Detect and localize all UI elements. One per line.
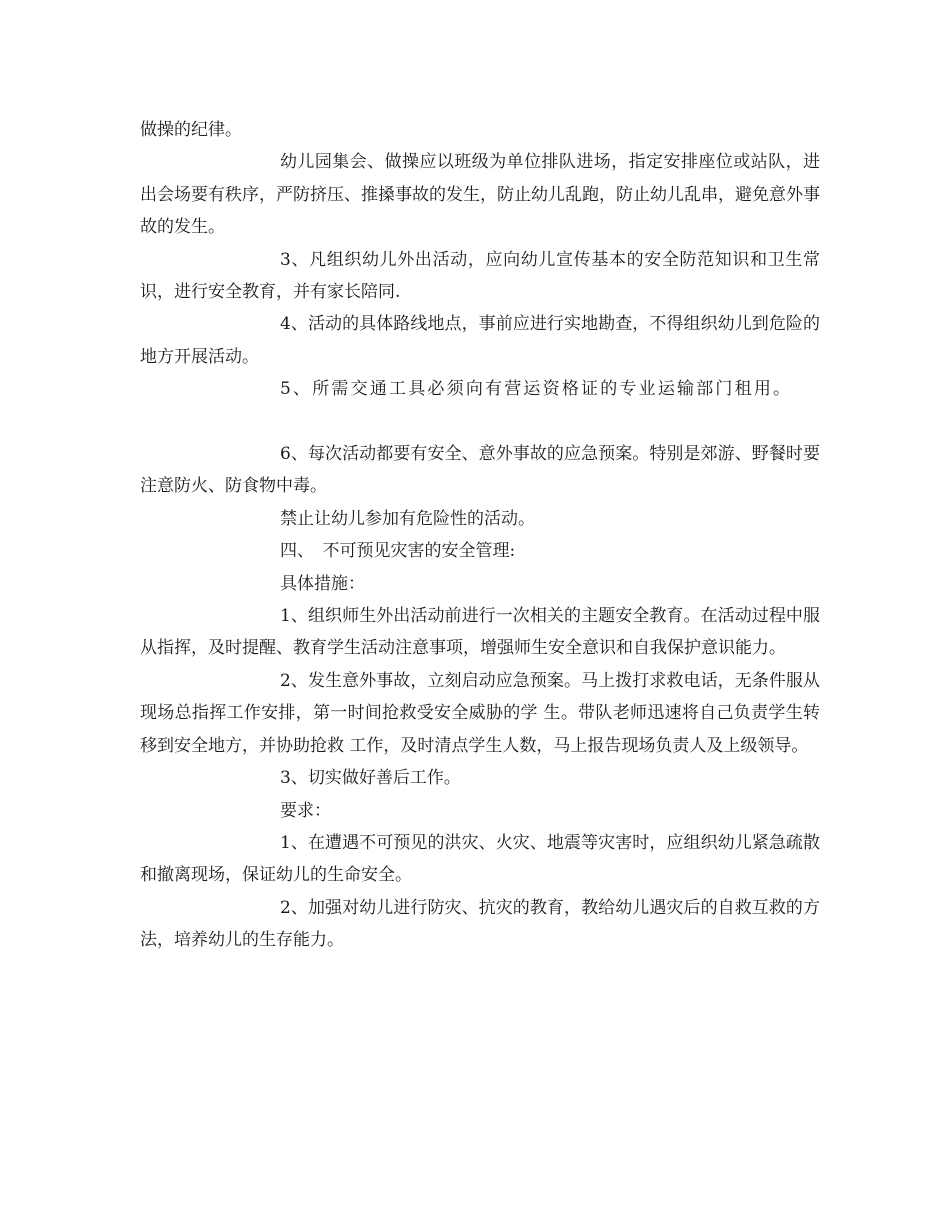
blank-line [140, 406, 820, 438]
paragraph-8: 1、组织师生外出活动前进行一次相关的主题安全教育。在活动过程中服从指挥，及时提醒、教育学生活动注意事项，增强师生安全意识和自我保护意识能力。 [140, 606, 820, 659]
paragraph-4: 4、活动的具体路线地点，事前应进行实地勘查，不得组织幼儿到危险的地方开展活动。 [140, 314, 820, 367]
paragraph-6: 6、每次活动都要有安全、意外事故的应急预案。特别是郊游、野餐时要注意防火、防食物中毒。 [140, 444, 820, 497]
paragraph-7: 禁止让幼儿参加有危险性的活动。 [280, 508, 535, 529]
subheading-measures: 具体措施： [280, 573, 365, 594]
paragraph-1: 做操的纪律。 [140, 120, 242, 140]
section-heading: 四、 不可预见灾害的安全管理: [280, 541, 516, 562]
document-body [140, 114, 820, 957]
paragraph-9: 2、发生意外事故，立刻启动应急预案。马上拨打求救电话，无条件服从现场总指挥工作安排，第一时间抢救受安全威胁的学 生。带队老师迅速将自己负责学生转移到安全地方，并协助抢救 工作，及时清点学生人数，马上报告现场负责人及上级领导。 [140, 670, 820, 756]
paragraph-3: 3、凡组织幼儿外出活动，应向幼儿宣传基本的安全防范知识和卫生常识，进行安全教育，并有家长陪同. [140, 249, 820, 303]
paragraph-12: 2、加强对幼儿进行防灾、抗灾的教育，教给幼儿遇灾后的自救互救的方法，培养幼儿的生存能力。 [140, 897, 820, 951]
paragraph-10: 3、切实做好善后工作。 [280, 768, 461, 789]
subheading-requirements: 要求： [280, 800, 331, 821]
paragraph-5: 5、所需交通工具必须向有营运资格证的专业运输部门租用。 [280, 379, 793, 400]
paragraph-2: 幼儿园集会、做操应以班级为单位排队进场，指定安排座位或站队，进出会场要有秩序，严防挤压、推搡事故的发生，防止幼儿乱跑，防止幼儿乱串，避免意外事故的发生。 [140, 152, 820, 238]
paragraph-11: 1、在遭遇不可预见的洪灾、火灾、地震等灾害时，应组织幼儿紧急疏散和撤离现场，保证幼儿的生命安全。 [140, 832, 820, 886]
